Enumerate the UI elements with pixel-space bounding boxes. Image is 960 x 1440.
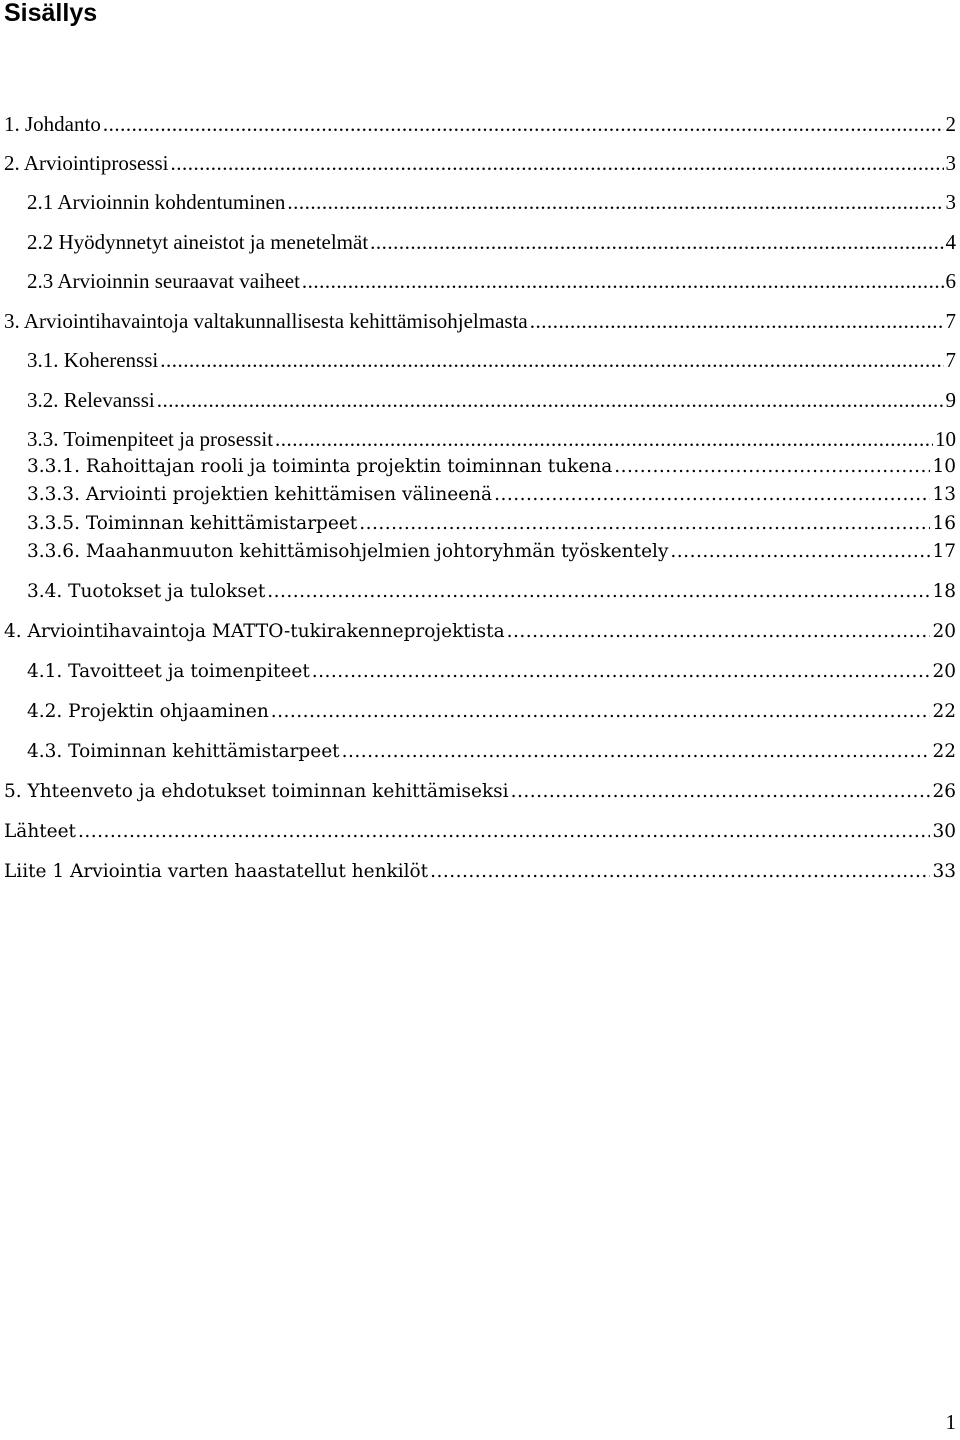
toc-entry-label: 4. Arviointihavaintoja MATTO-tukirakenneprojektista [4,621,505,642]
toc-dot-leader [157,386,944,414]
page-number: 1 [945,1410,956,1434]
toc-entry-label: 3.4. Tuotokset ja tulokset [27,581,266,602]
toc-entry-page: 3 [945,151,956,175]
toc-entry-label: 2.2 Hyödynnetyt aineistot ja menetelmät [27,230,369,254]
toc-dot-leader [370,228,943,256]
toc-dot-leader [670,538,930,566]
toc-entry-2[interactable] [4,149,956,177]
toc-entry-page: 17 [932,541,956,562]
toc-entry-page: 3 [945,190,956,214]
toc-entry-4-2[interactable] [27,698,956,726]
toc-entry-page: 33 [932,861,956,882]
toc-entry-label: 2.3 Arvioinnin seuraavat vaiheet [27,269,300,293]
toc-entry-label: 2.1 Arvioinnin kohdentuminen [27,190,286,214]
toc-dot-leader [430,858,930,886]
toc-entry-page: 18 [932,581,956,602]
toc-dot-leader [171,149,944,177]
toc-entry-page: 7 [945,309,956,333]
toc-entry-4-3[interactable] [27,738,956,766]
toc-entry-3-3[interactable] [27,425,956,453]
toc-entry-page: 7 [945,348,956,372]
toc-entry-label: Lähteet [4,821,76,842]
toc-dot-leader [342,738,931,766]
toc-entry-label: 4.3. Toiminnan kehittämistarpeet [27,741,340,762]
toc-entry-page: 13 [932,484,956,505]
toc-entry-4[interactable] [4,618,956,646]
toc-dot-leader [507,618,931,646]
toc-dot-leader [511,778,931,806]
toc-entry-page: 22 [932,701,956,722]
toc-entry-label: 3.2. Relevanssi [27,388,155,412]
page-title: Sisällys [4,0,98,27]
toc-entry-label: 4.1. Tavoitteet ja toimenpiteet [27,661,310,682]
toc-entry-page: 6 [945,269,956,293]
toc-entry-label: 3.3. Toimenpiteet ja prosessit [27,427,274,451]
toc-dot-leader [494,481,930,509]
toc-entry-page: 4 [945,230,956,254]
toc-entry-page: 20 [932,621,956,642]
toc-entry-page: 26 [932,781,956,802]
toc-entry-label: 1. Johdanto [4,112,101,136]
toc-entry-sources[interactable] [4,818,956,846]
toc-entry-3-4[interactable] [27,578,956,606]
toc-entry-page: 2 [945,112,956,136]
toc-entry-appendix-1[interactable] [4,858,956,886]
toc-entry-page: 20 [932,661,956,682]
toc-entry-page: 30 [932,821,956,842]
toc-entry-label: 3.1. Koherenssi [27,348,159,372]
toc-entry-1[interactable] [4,110,956,138]
toc-dot-leader [530,307,944,335]
toc-entry-page: 16 [932,513,956,534]
toc-entry-2-3[interactable] [27,267,956,295]
toc-entry-page: 10 [932,456,956,477]
toc-dot-leader [271,698,931,726]
toc-entry-label: 2. Arviointiprosessi [4,151,169,175]
toc-entry-3-1[interactable] [27,346,956,374]
toc-dot-leader [275,425,933,453]
toc-dot-leader [614,453,930,481]
toc-entry-3-3-1[interactable] [27,453,956,481]
toc-entry-page: 9 [945,388,956,412]
toc-entry-4-1[interactable] [27,658,956,686]
toc-dot-leader [103,110,944,138]
toc-entry-3-2[interactable] [27,386,956,414]
toc-entry-3-3-3[interactable] [27,481,956,509]
toc-entry-page: 22 [932,741,956,762]
toc-dot-leader [287,188,943,216]
toc-entry-5[interactable] [4,778,956,806]
toc-entry-page: 10 [935,427,956,451]
toc-dot-leader [160,346,943,374]
toc-entry-label: 5. Yhteenveto ja ehdotukset toiminnan kehittämiseksi [4,781,509,802]
toc-entry-label: 3. Arviointihavaintoja valtakunnallisesta kehittämisohjelmasta [4,309,528,333]
toc-entry-3-3-6[interactable] [27,538,956,566]
toc-entry-label: 3.3.3. Arviointi projektien kehittämisen välineenä [27,484,493,505]
toc-entry-2-2[interactable] [27,228,956,256]
toc-entry-3-3-5[interactable] [27,510,956,538]
toc-entry-label: 3.3.5. Toiminnan kehittämistarpeet [27,513,358,534]
toc-dot-leader [302,267,944,295]
toc-entry-label: Liite 1 Arviointia varten haastatellut henkilöt [4,861,429,882]
toc-entry-label: 3.3.6. Maahanmuuton kehittämisohjelmien johtoryhmän työskentely [27,541,669,562]
toc-dot-leader [359,510,930,538]
toc-dot-leader [312,658,931,686]
toc-dot-leader [78,818,930,846]
toc-entry-label: 4.2. Projektin ohjaaminen [27,701,269,722]
toc-entry-3[interactable] [4,307,956,335]
toc-entry-label: 3.3.1. Rahoittajan rooli ja toiminta projektin toiminnan tukena [27,456,613,477]
toc-dot-leader [267,578,930,606]
toc-entry-2-1[interactable] [27,188,956,216]
